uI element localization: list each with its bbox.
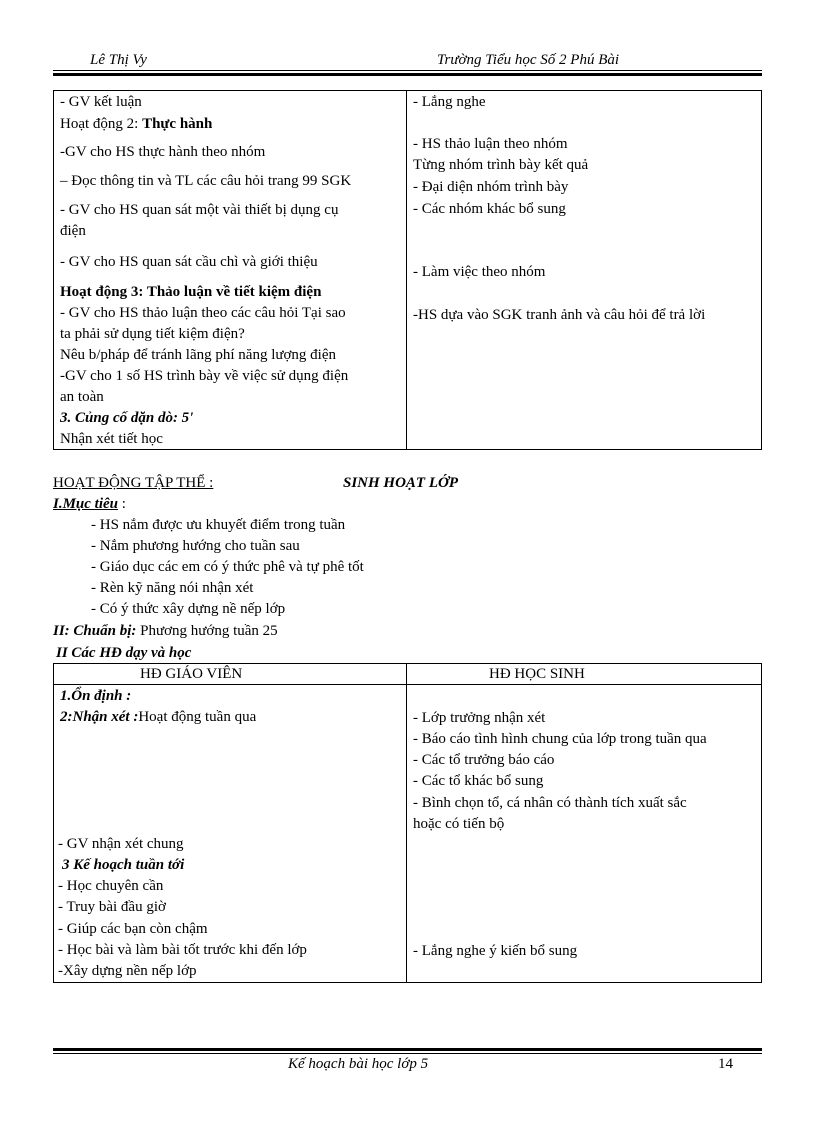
section-title: SINH HOẠT LỚP [343,475,459,491]
goal-item: - Có ý thức xây dựng nề nếp lớp [91,601,286,617]
t2-right-line: - Các tổ trưởng báo cáo [413,752,555,768]
t1-left-line: Nhận xét tiết học [60,431,163,447]
page-number: 14 [718,1056,733,1072]
t1-left-line: điện [60,223,86,239]
t1-left-line: ta phải sử dụng tiết kiệm điện? [60,326,245,342]
t2-stabilize: 1.Ổn định : [60,688,132,704]
t1-right-line: - Lắng nghe [413,94,486,110]
t1-right-line: - Các nhóm khác bổ sung [413,201,566,217]
footer-rule-thick [53,1048,762,1051]
t2-right-line: hoặc có tiến bộ [413,816,505,832]
t2-left-line: - Học chuyên cần [58,878,164,894]
t2-left-line: - GV nhận xét chung [58,836,184,852]
t2-left-line: -Xây dựng nền nếp lớp [58,963,197,979]
t2-review: 2:Nhận xét :Hoạt động tuần qua [60,709,257,725]
t1-left-line: an toàn [60,389,104,405]
header-rule-thick [53,73,762,76]
t1-left-line: -GV cho HS thực hành theo nhóm [60,144,266,160]
t2-left-line: - Học bài và làm bài tốt trước khi đến lớp [58,942,307,958]
goal-item: - Rèn kỹ năng nói nhận xét [91,580,254,596]
t1-left-line: - GV kết luận [60,94,142,110]
col-header-teacher: HĐ GIÁO VIÊN [140,666,243,682]
t2-left-line: - Truy bài đầu giờ [58,899,166,915]
section-heading: HOẠT ĐỘNG TẬP THỂ : [53,475,214,491]
t1-right-line: -HS dựa vào SGK tranh ảnh và câu hỏi để trả lời [413,307,706,323]
t2-left-line: - Giúp các bạn còn chậm [58,921,208,937]
t2-right-line: - Bình chọn tổ, cá nhân có thành tích xuất sắc [413,795,687,811]
t1-activity3-heading: Hoạt động 3: Thảo luận về tiết kiệm điện [60,284,322,300]
header-author: Lê Thị Vy [90,52,147,68]
footer-title: Kế hoạch bài học lớp 5 [288,1056,429,1072]
t2-right-line: - Lắng nghe ý kiến bổ sung [413,943,578,959]
t2-right-line: - Báo cáo tình hình chung của lớp trong tuần qua [413,731,707,747]
activities-heading: II Các HĐ dạy và học [56,645,192,661]
t1-left-line: Nêu b/pháp để tránh lãng phí năng lượng điện [60,347,336,363]
t1-left-line: – Đọc thông tin và TL các câu hỏi trang 99 SGK [60,173,352,189]
t1-right-line: - HS thảo luận theo nhóm [413,136,568,152]
goals-heading: I.Mục tiêu : [53,496,126,512]
goal-item: - Giáo dục các em có ý thức phê và tự phê tốt [91,559,364,575]
t1-left-line: - GV cho HS quan sát cầu chì và giới thiệu [60,254,318,270]
t1-left-line: - GV cho HS quan sát một vài thiết bị dụng cụ [60,202,339,218]
t1-right-line: - Làm việc theo nhóm [413,264,546,280]
t1-right-line: Từng nhóm trình bày kết quả [413,157,589,173]
t2-right-line: - Lớp trưởng nhận xét [413,710,546,726]
t2-right-line: - Các tổ khác bổ sung [413,773,544,789]
goal-item: - HS nắm được ưu khuyết điểm trong tuần [91,517,346,533]
t1-right-line: - Đại diện nhóm trình bày [413,179,569,195]
preparation-line: II: Chuẩn bị: Phương hướng tuần 25 [53,623,278,639]
t2-next-week-heading: 3 Kế hoạch tuần tới [62,857,185,873]
footer-rule-thin [53,1053,762,1054]
t1-activity2: Hoạt động 2: Thực hành [60,116,213,132]
t1-left-line: -GV cho 1 số HS trình bày về việc sử dụng điện [60,368,349,384]
goal-item: - Nắm phương hướng cho tuần sau [91,538,300,554]
t1-left-line: - GV cho HS thảo luận theo các câu hỏi Tại sao [60,305,346,321]
t1-consolidation-heading: 3. Củng cố dặn dò: 5' [60,410,194,426]
header-school: Trường Tiểu học Số 2 Phú Bài [437,52,620,68]
header-rule-thin [53,70,762,71]
col-header-student: HĐ HỌC SINH [489,666,585,682]
